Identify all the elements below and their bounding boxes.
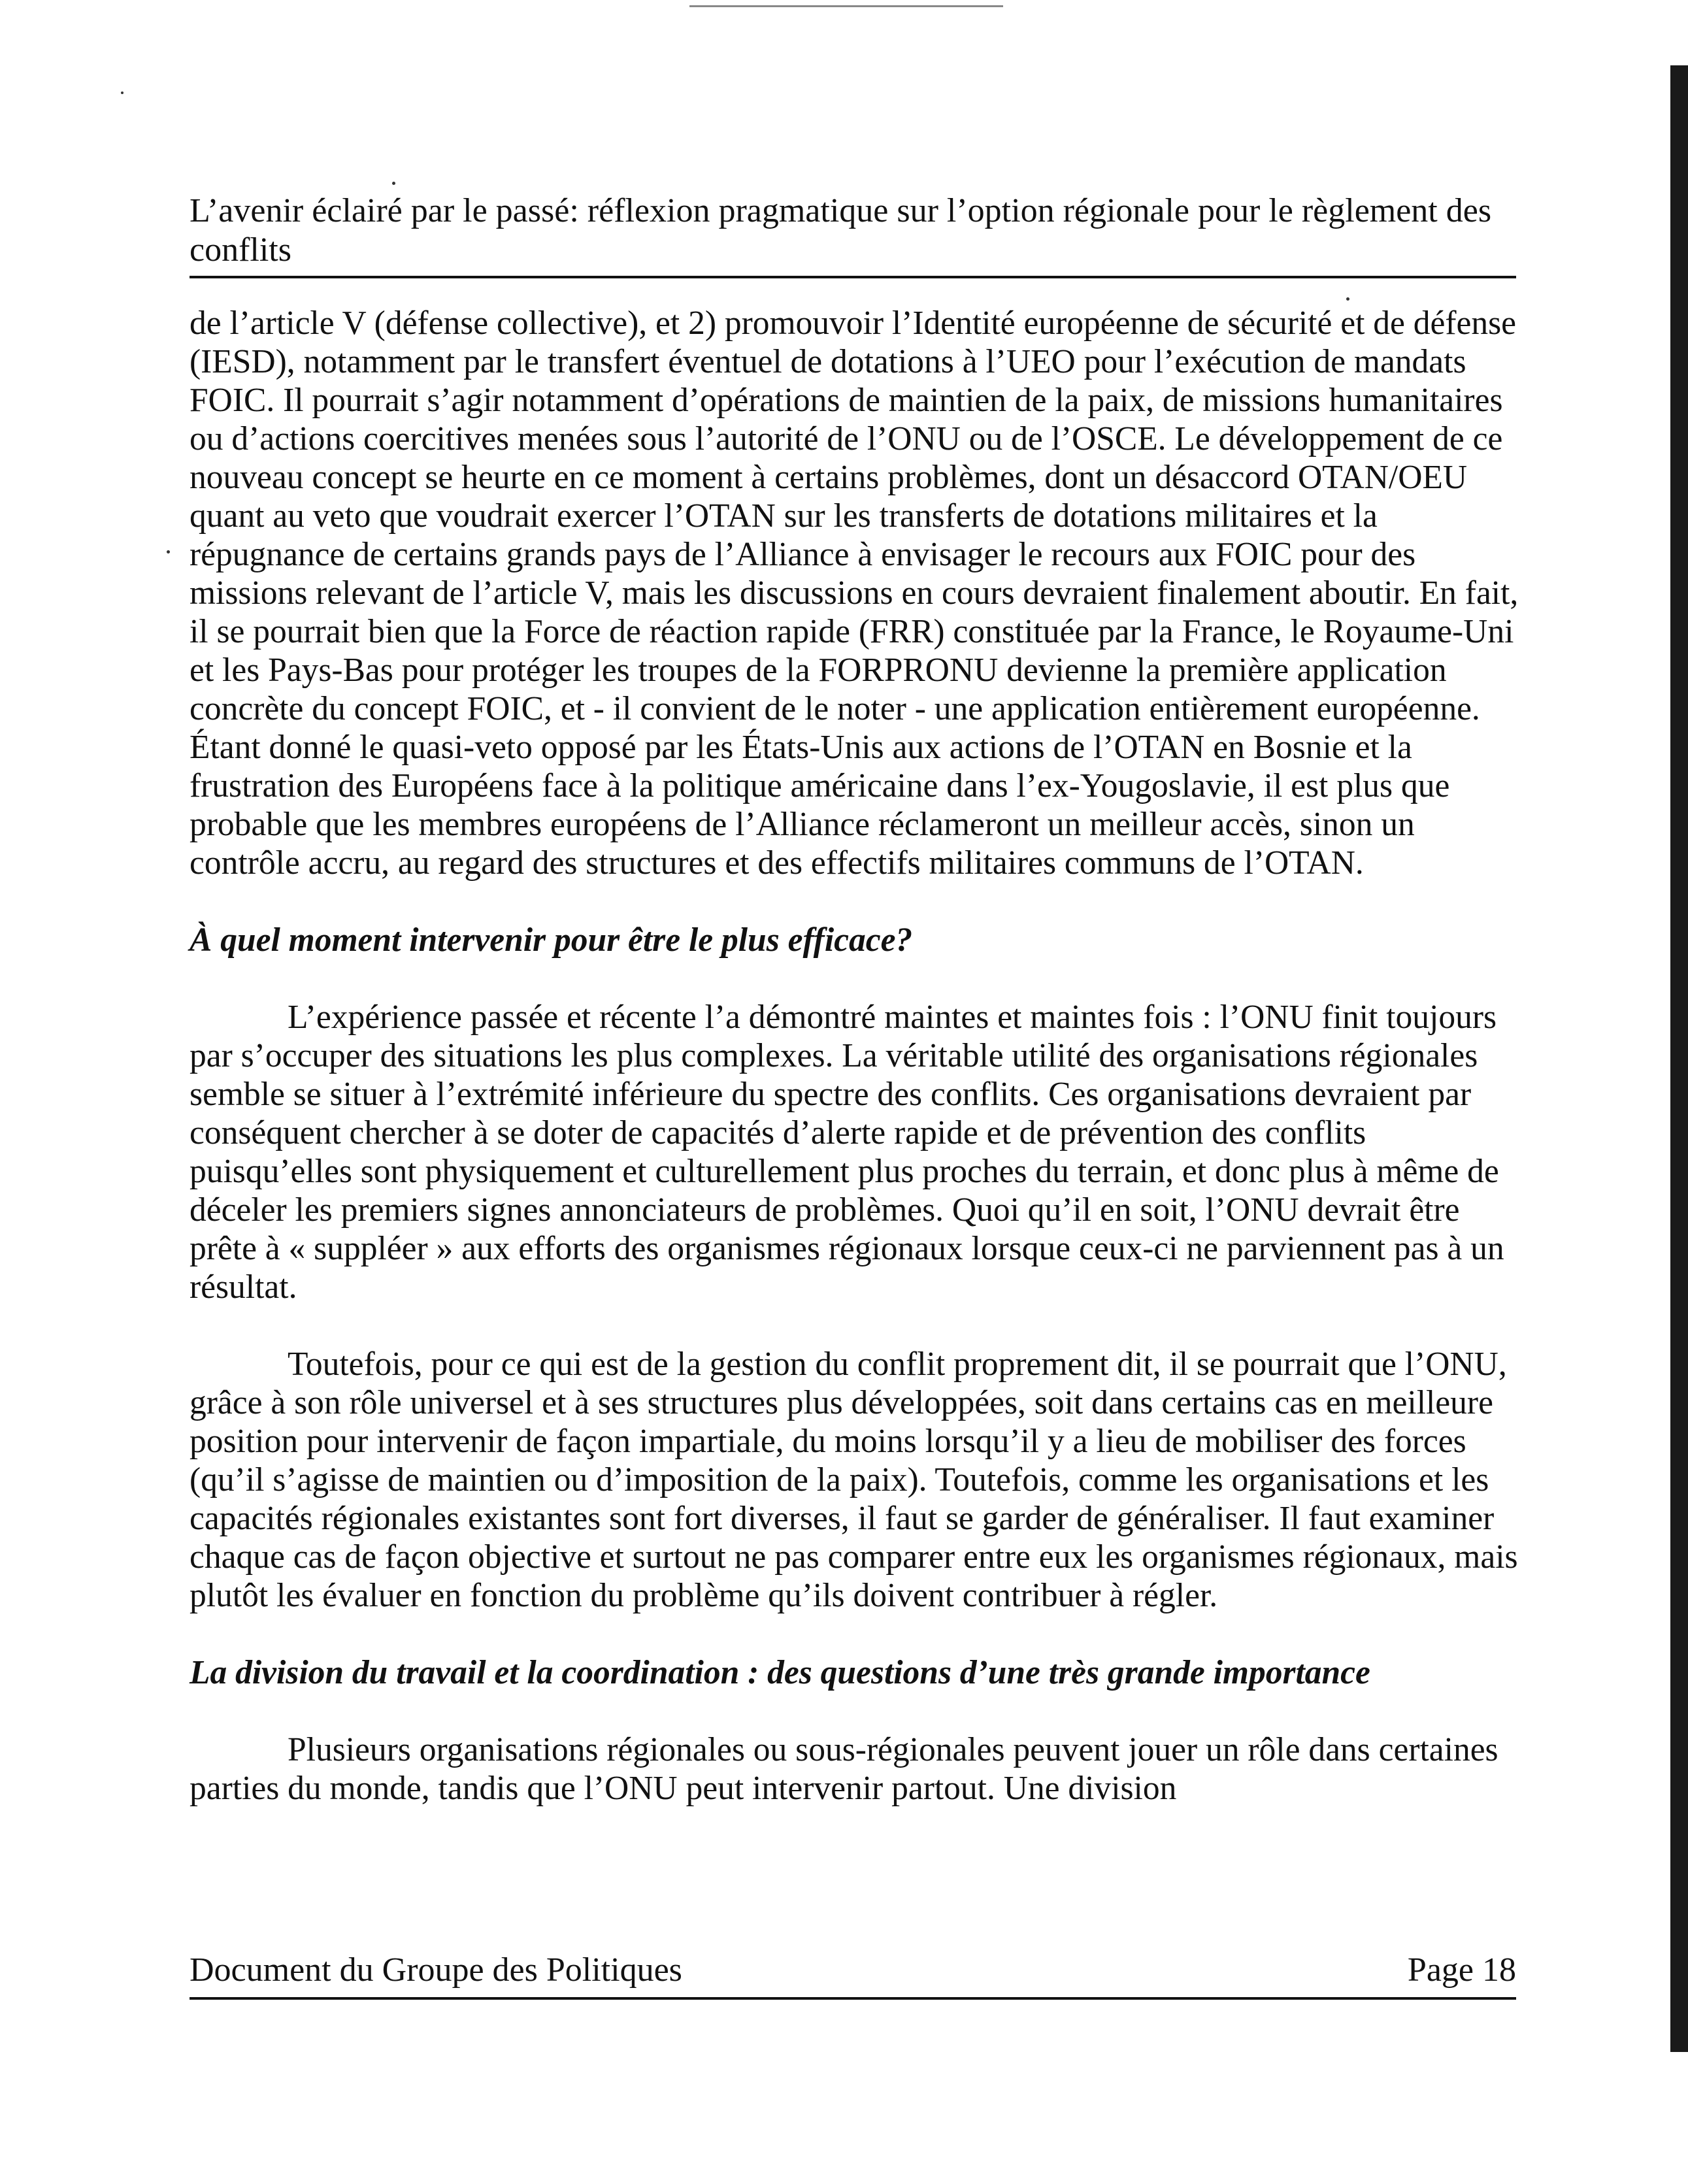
section-heading: La division du travail et la coordination : des questions d’une très grande importance <box>190 1654 1370 1691</box>
scan-speck <box>1346 297 1349 301</box>
running-header <box>190 191 1516 270</box>
footer-document-title: Document du Groupe des Politiques <box>190 1951 682 1989</box>
paragraph: de l’article V (défense collective), et 2) promouvoir l’Identité européenne de sécurité et de défense (IESD), notamment par le transfert éventuel de dotations à l’UEO pour l’exécution de mandats FOIC. Il pourrait s’agir notamment d’opérations de maintien de la paix, de missions humanitaires ou d’actions coercitives menées sous l’autorité de l’ONU ou de l’OSCE. Le développement de ce nouveau concept se heurte en ce moment à certains problèmes, dont un désaccord OTAN/OEU quant au veto que voudrait exercer l’OTAN sur les transferts de dotations militaires et la répugnance de certains grands pays de l’Alliance à envisager le recours aux FOIC pour des missions relevant de l’article V, mais les discussions en cours devraient finalement aboutir. En fait, il se pourrait bien que la Force de réaction rapide (FRR) constituée par la France, le Royaume-Uni et les Pays-Bas pour protéger les troupes de la FORPRONU devienne la première application concrète du concept FOIC, et - il convient de le noter - une application entièrement européenne. Étant donné le quasi-veto opposé par les États-Unis aux actions de l’OTAN en Bosnie et la frustration des Européens face à la politique américaine dans l’ex-Yougoslavie, il est plus que probable que les membres européens de l’Alliance réclameront un meilleur accès, sinon un contrôle accru, au regard des structures et des effectifs militaires communs de l’OTAN. <box>190 305 1519 882</box>
header-title: L’avenir éclairé par le passé: réflexion pragmatique sur l’option régionale pour le règlement des conflits <box>190 192 1492 269</box>
page-number: Page 18 <box>1407 1951 1516 1989</box>
body-text <box>190 304 1529 1808</box>
paragraph: Plusieurs organisations régionales ou sous-régionales peuvent jouer un rôle dans certaines parties du monde, tandis que l’ONU peut intervenir partout. Une division <box>190 1731 1498 1807</box>
paragraph-gap <box>190 959 1529 998</box>
scan-speck <box>392 182 395 185</box>
scan-right-edge <box>1670 65 1688 2052</box>
scan-speck <box>121 91 124 94</box>
scan-speck <box>167 550 170 554</box>
scan-top-rule <box>689 5 1003 7</box>
paragraph-gap <box>190 1692 1529 1730</box>
paragraph: Toutefois, pour ce qui est de la gestion du conflit proprement dit, il se pourrait que l’ONU, grâce à son rôle universel et à ses structures plus développées, soit dans certains cas en meilleure position pour intervenir de façon impartiale, du moins lorsqu’il y a lieu de mobiliser des forces (qu’il s’agisse de maintien ou d’imposition de la paix). Toutefois, comme les organisations et les capacités régionales existantes sont fort diverses, il faut se garder de généraliser. Il faut examiner chaque cas de façon objective et surtout ne pas comparer entre eux les organismes régionaux, mais plutôt les évaluer en fonction du problème qu’ils doivent contribuer à régler. <box>190 1346 1518 1614</box>
paragraph: L’expérience passée et récente l’a démontré maintes et maintes fois : l’ONU finit toujours par s’occuper des situations les plus complexes. La véritable utilité des organisations régionales semble se situer à l’extrémité inférieure du spectre des conflits. Ces organisations devraient par conséquent chercher à se doter de capacités d’alerte rapide et de prévention des conflits puisqu’elles sont physiquement et culturellement plus proches du terrain, et donc plus à même de déceler les premiers signes annonciateurs de problèmes. Quoi qu’il en soit, l’ONU devrait être prête à « suppléer » aux efforts des organismes régionaux lorsque ceux-ci ne parviennent pas à un résultat. <box>190 999 1504 1306</box>
paragraph-gap <box>190 882 1529 921</box>
header-rule <box>190 276 1516 278</box>
paragraph-gap <box>190 1306 1529 1345</box>
footer-rule <box>190 1997 1516 2000</box>
paragraph-gap <box>190 1615 1529 1653</box>
section-heading: À quel moment intervenir pour être le plus efficace? <box>190 921 913 959</box>
